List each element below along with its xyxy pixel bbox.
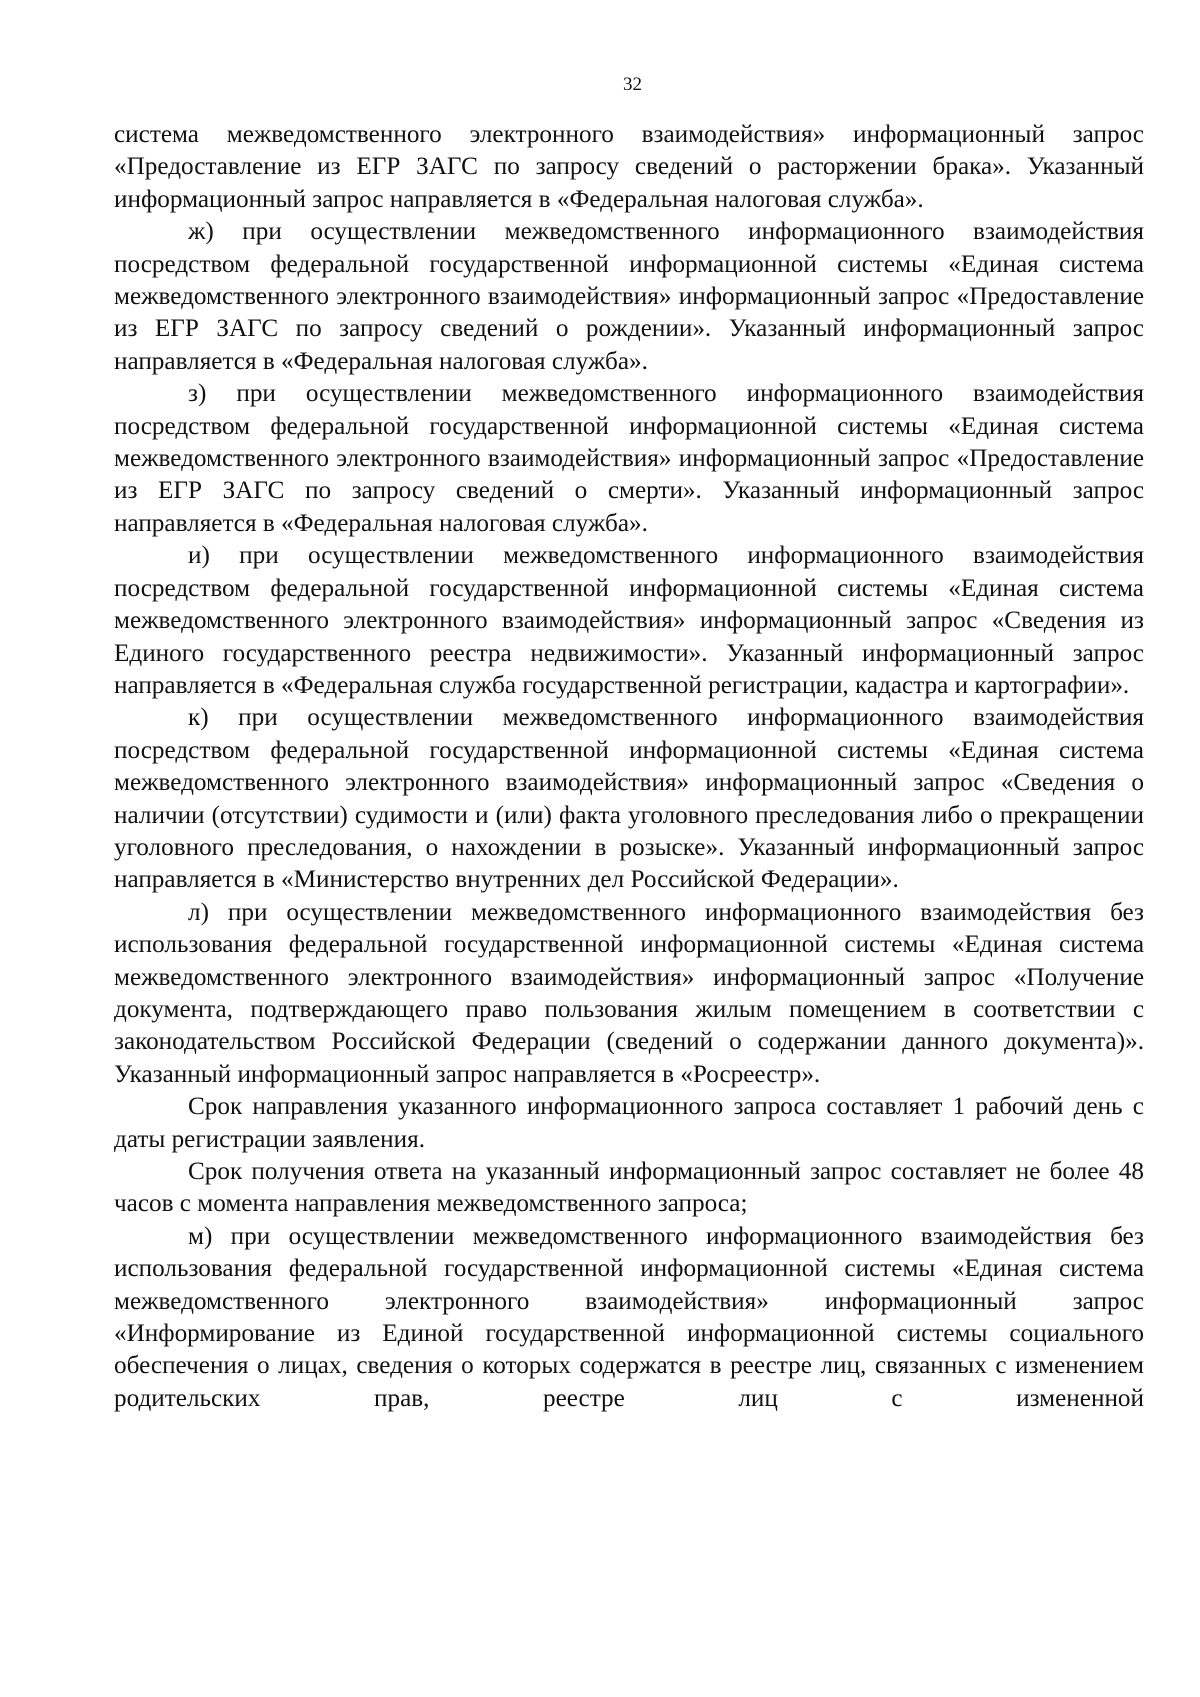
- paragraph-item-z: з) при осуществлении межведомственного информационного взаимодействия посредством федеральной государственной информационной системы «Единая система межведомственного электронного взаимодействия» информационный запрос «Предоставление из ЕГР ЗАГС по запросу сведений о смерти». Указанный информационный запрос направляется в «Федеральная налоговая служба».: [114, 380, 1144, 537]
- paragraph-item-l: л) при осуществлении межведомственного информационного взаимодействия без использования федеральной государственной информационной системы «Единая система межведомственного электронного взаимодействия» информационный запрос «Получение документа, подтверждающего право пользования жилым помещением в соответствии с законодательством Российской Федерации (сведений о содержании данного документа)». Указанный информационный запрос направляется в «Росреестр».: [114, 898, 1144, 1088]
- paragraph-response-deadline: Срок получения ответа на указанный информационный запрос составляет не более 48 часов с момента направления межведомственного запроса;: [114, 1158, 1144, 1218]
- paragraph-item-k: к) при осуществлении межведомственного информационного взаимодействия посредством федеральной государственной информационной системы «Единая система межведомственного электронного взаимодействия» информационный запрос «Сведения о наличии (отсутствии) судимости и (или) факта уголовного преследования либо о прекращении уголовного преследования, о нахождении в розыске». Указанный информационный запрос направляется в «Министерство внутренних дел Российской Федерации».: [114, 704, 1144, 894]
- paragraph-item-zh: ж) при осуществлении межведомственного информационного взаимодействия посредством федеральной государственной информационной системы «Единая система межведомственного электронного взаимодействия» информационный запрос «Предоставление из ЕГР ЗАГС по запросу сведений о рождении». Указанный информационный запрос направляется в «Федеральная налоговая служба».: [114, 218, 1144, 375]
- paragraph-continuation: система межведомственного электронного взаимодействия» информационный запрос «Предоставление из ЕГР ЗАГС по запросу сведений о расторжении брака». Указанный информационный запрос направляется в «Федеральная налоговая служба».: [114, 121, 1144, 213]
- document-body: [114, 119, 1144, 1415]
- paragraph-item-i: и) при осуществлении межведомственного информационного взаимодействия посредством федеральной государственной информационной системы «Единая система межведомственного электронного взаимодействия» информационный запрос «Сведения из Единого государственного реестра недвижимости». Указанный информационный запрос направляется в «Федеральная служба государственной регистрации, кадастра и картографии».: [114, 542, 1144, 699]
- paragraph-request-deadline: Срок направления указанного информационного запроса составляет 1 рабочий день с даты регистрации заявления.: [114, 1093, 1144, 1153]
- paragraph-item-m: м) при осуществлении межведомственного информационного взаимодействия без использования федеральной государственной информационной системы «Единая система межведомственного электронного взаимодействия» информационный запрос «Информирование из Единой государственной информационной системы социального обеспечения о лицах, сведения о которых содержатся в реестре лиц, связанных с изменением родительских прав, реестре лиц с измененной: [114, 1222, 1144, 1412]
- page-number: 32: [623, 74, 642, 95]
